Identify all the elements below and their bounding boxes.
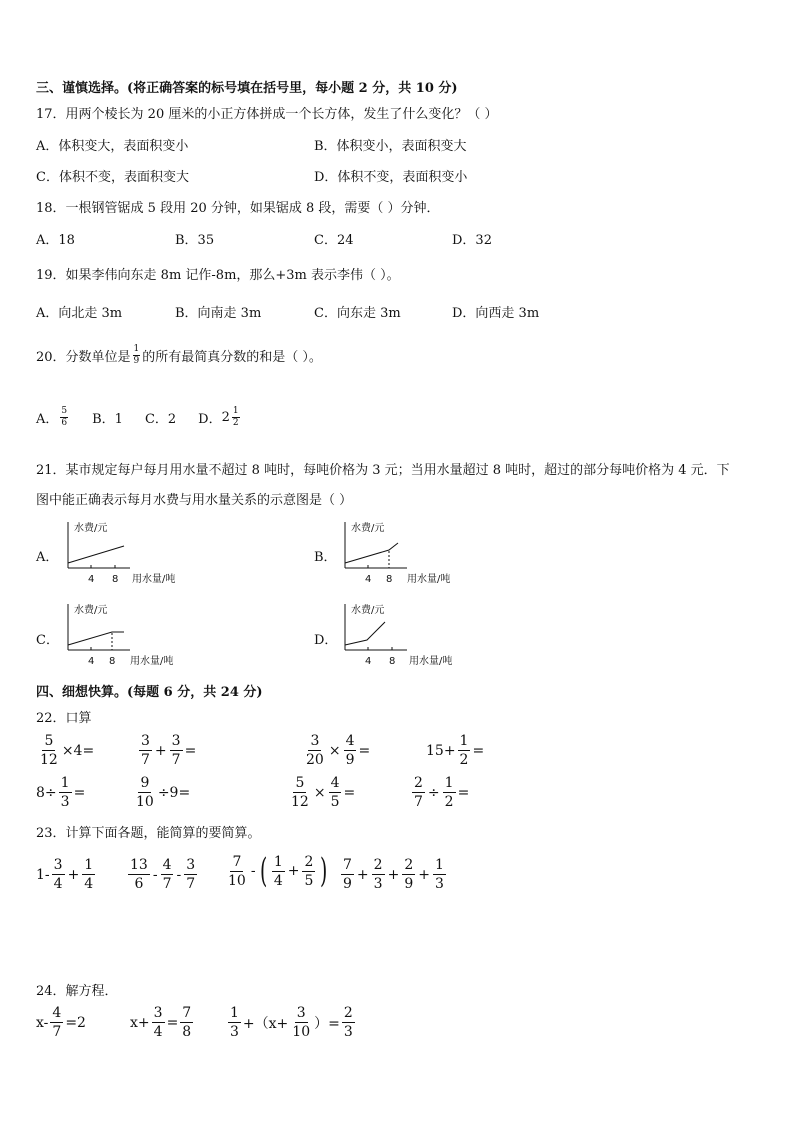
q20-option-d-whole: 2 (221, 410, 230, 425)
q21-option-a: A． (36, 550, 59, 565)
expr-head: x- (36, 1014, 49, 1031)
q17-stem: 17．用两个棱长为 20 厘米的小正方体拼成一个长方体，发生了什么变化？（ ） (36, 107, 498, 122)
q20-stem (36, 345, 322, 366)
q21-stem-line2: 图中能正确表示每月水费与用水量关系的示意图是（ ） (36, 493, 353, 508)
equals: = (184, 742, 197, 759)
q18-option-c: C．24 (314, 233, 354, 248)
q22-item-4 (426, 734, 484, 767)
q19-option-c: C．向东走 3m (314, 306, 401, 321)
q20-option-a: A． (36, 412, 59, 427)
operator: + (356, 866, 369, 883)
graph-a-tick-label-8: 8 (112, 574, 119, 585)
q22-stem: 22．口算 (36, 711, 92, 726)
graph-b-x-label: 用水量/吨 (407, 574, 451, 585)
operator: × (328, 742, 341, 759)
expr-head: 1- (36, 866, 50, 883)
q19-option-b: B．向南走 3m (175, 306, 262, 321)
q23-expr-2 (126, 858, 199, 891)
graph-c-tick-label-8: 8 (109, 656, 116, 667)
q18-option-b: B．35 (175, 233, 215, 248)
fraction: $\frac{1}{3}$ (434, 857, 444, 892)
expr-close: ）= (314, 1015, 340, 1032)
graph-d-tick-label-4: 4 (365, 656, 372, 667)
fraction: $\frac{3}{20}$ (306, 733, 324, 768)
q24-eq-1 (36, 1006, 86, 1039)
q24-eq-2 (130, 1006, 195, 1039)
operator: - (176, 866, 182, 883)
equals: = (343, 784, 356, 801)
q20-option-c: C．2 (144, 412, 177, 427)
fraction: $\frac{3}{10}$ (292, 1005, 311, 1040)
fraction: $\frac{3}{7}$ (186, 857, 196, 892)
operator: × (313, 784, 326, 801)
equals: = (73, 784, 86, 801)
expr-tail: ÷9= (157, 784, 191, 801)
fraction: $\frac{2}{7}$ (414, 775, 423, 810)
q21-option-c: C． (36, 633, 59, 648)
fraction: $\frac{7}{10}$ (228, 853, 246, 889)
fraction: $\frac{3}{4}$ (153, 1005, 163, 1040)
operator: + (387, 866, 400, 883)
q21-graph-d (337, 600, 467, 672)
operator: ÷ (427, 784, 440, 801)
q22-item-1 (36, 734, 94, 767)
fraction: $\frac{1}{4}$ (84, 857, 94, 892)
q20-option-d-fraction: $\frac{1}{2}$ (232, 406, 239, 428)
q23-expr-1 (36, 858, 97, 891)
graph-d-x-label: 用水量/吨 (409, 656, 453, 667)
q17-option-d: D．体积不变，表面积变小 (314, 170, 468, 185)
graph-d-line (345, 622, 385, 645)
q22-item-2 (137, 734, 196, 767)
q18-option-d: D．32 (452, 233, 492, 248)
right-paren: ) (320, 851, 328, 891)
fraction: $\frac{4}{5}$ (330, 775, 340, 810)
graph-d-tick-label-8: 8 (389, 656, 396, 667)
graph-c-line (68, 632, 124, 645)
fraction: $\frac{1}{4}$ (273, 853, 283, 889)
q21-option-b: B． (314, 550, 337, 565)
graph-b-y-label: 水费/元 (351, 523, 385, 534)
fraction: $\frac{7}{8}$ (182, 1005, 192, 1040)
operator: + (418, 866, 430, 883)
q20-stem-post: 的所有最简真分数的和是（ ）。 (142, 350, 322, 365)
left-paren: ( (259, 851, 267, 891)
q19-option-d: D．向西走 3m (452, 306, 540, 321)
q22-item-5 (36, 776, 85, 809)
equals: = (472, 742, 485, 759)
q24-stem: 24．解方程． (36, 984, 118, 999)
q19-option-a: A．向北走 3m (36, 306, 123, 321)
expr-mid: +（x+ (242, 1015, 289, 1032)
q21-stem-line1: 21．某市规定每户每月用水量不超过 8 吨时，每吨价格为 3 元；当用水量超过 8 吨时，超过的部分每吨价格为 4 元．下 (36, 463, 730, 478)
q20-options (36, 407, 242, 428)
q24-eq-3 (226, 1006, 357, 1039)
fraction: $\frac{5}{12}$ (40, 733, 58, 768)
operator: + (154, 742, 167, 759)
q18-option-a: A．18 (36, 233, 75, 248)
q21-option-d: D． (314, 633, 338, 648)
q19-stem: 19．如果李伟向东走 8m 记作-8m，那么+3m 表示李伟（ ）。 (36, 268, 400, 283)
operator: - (250, 863, 256, 879)
section-4-title: 四、细想快算。(每题 6 分，共 24 分) (36, 685, 263, 700)
q21-graph-c (60, 600, 190, 672)
q22-item-6 (132, 776, 190, 809)
fraction: $\frac{1}{2}$ (459, 733, 469, 768)
expr-tail: ×4= (61, 742, 95, 759)
fraction: $\frac{2}{3}$ (343, 1005, 353, 1040)
q20-option-b: B．1 (92, 412, 123, 427)
operator: + (287, 863, 300, 879)
q20-option-d: D． (198, 412, 222, 427)
graph-b-line (345, 543, 398, 563)
fraction: $\frac{3}{7}$ (141, 733, 150, 768)
q23-stem: 23．计算下面各题，能简算的要简算。 (36, 826, 261, 841)
graph-c-tick-label-4: 4 (88, 656, 95, 667)
fraction: $\frac{3}{4}$ (53, 857, 63, 892)
equals: = (358, 742, 371, 759)
q20-unit-fraction: $\frac{1}{9}$ (133, 344, 140, 366)
equals: = (166, 1014, 179, 1031)
expr-head: 8÷ (36, 784, 57, 801)
fraction: $\frac{7}{9}$ (343, 857, 352, 892)
graph-a-line (68, 546, 124, 563)
q21-graph-a (60, 518, 190, 590)
fraction: $\frac{5}{12}$ (291, 775, 309, 810)
graph-b-tick-label-4: 4 (365, 574, 372, 585)
expr-tail: =2 (65, 1014, 86, 1031)
graph-a-y-label: 水费/元 (74, 523, 108, 534)
q22-item-8 (410, 776, 469, 809)
operator: + (67, 866, 80, 883)
graph-c-y-label: 水费/元 (74, 605, 108, 616)
q22-item-3 (302, 734, 370, 767)
q21-graph-b (337, 518, 467, 590)
expr-head: 15+ (426, 742, 456, 759)
fraction: $\frac{3}{7}$ (171, 733, 181, 768)
q17-option-a: A．体积变大，表面积变小 (36, 139, 189, 154)
fraction: $\frac{4}{7}$ (162, 857, 172, 892)
fraction: $\frac{4}{9}$ (345, 733, 355, 768)
q20-stem-pre: 20．分数单位是 (36, 350, 131, 365)
equals: = (457, 784, 470, 801)
graph-b-tick-label-8: 8 (386, 574, 393, 585)
expr-head: x+ (130, 1014, 150, 1031)
fraction: $\frac{13}{6}$ (130, 857, 148, 892)
fraction: $\frac{1}{2}$ (444, 775, 454, 810)
fraction: $\frac{1}{3}$ (60, 775, 70, 810)
q17-option-b: B．体积变小，表面积变大 (314, 139, 467, 154)
q18-stem: 18．一根钢管锯成 5 段用 20 分钟，如果锯成 8 段，需要（ ）分钟． (36, 201, 440, 216)
graph-d-y-label: 水费/元 (351, 605, 385, 616)
operator: - (152, 866, 158, 883)
section-3-title: 三、谨慎选择。(将正确答案的标号填在括号里，每小题 2 分，共 10 分) (36, 81, 458, 96)
fraction: $\frac{2}{9}$ (404, 857, 414, 892)
graph-a-x-label: 用水量/吨 (132, 574, 176, 585)
fraction: $\frac{1}{3}$ (230, 1005, 239, 1040)
graph-c-x-label: 用水量/吨 (130, 656, 174, 667)
q23-expr-4 (339, 858, 448, 891)
q17-option-c: C．体积不变，表面积变大 (36, 170, 189, 185)
q20-option-a-fraction: $\frac{5}{6}$ (61, 406, 68, 428)
graph-a-tick-label-4: 4 (88, 574, 95, 585)
fraction: $\frac{2}{5}$ (304, 853, 314, 889)
fraction: $\frac{2}{3}$ (373, 857, 383, 892)
fraction: $\frac{4}{7}$ (52, 1005, 62, 1040)
q22-item-7 (287, 776, 355, 809)
fraction: $\frac{9}{10}$ (136, 775, 154, 810)
q23-expr-3 (224, 851, 331, 891)
